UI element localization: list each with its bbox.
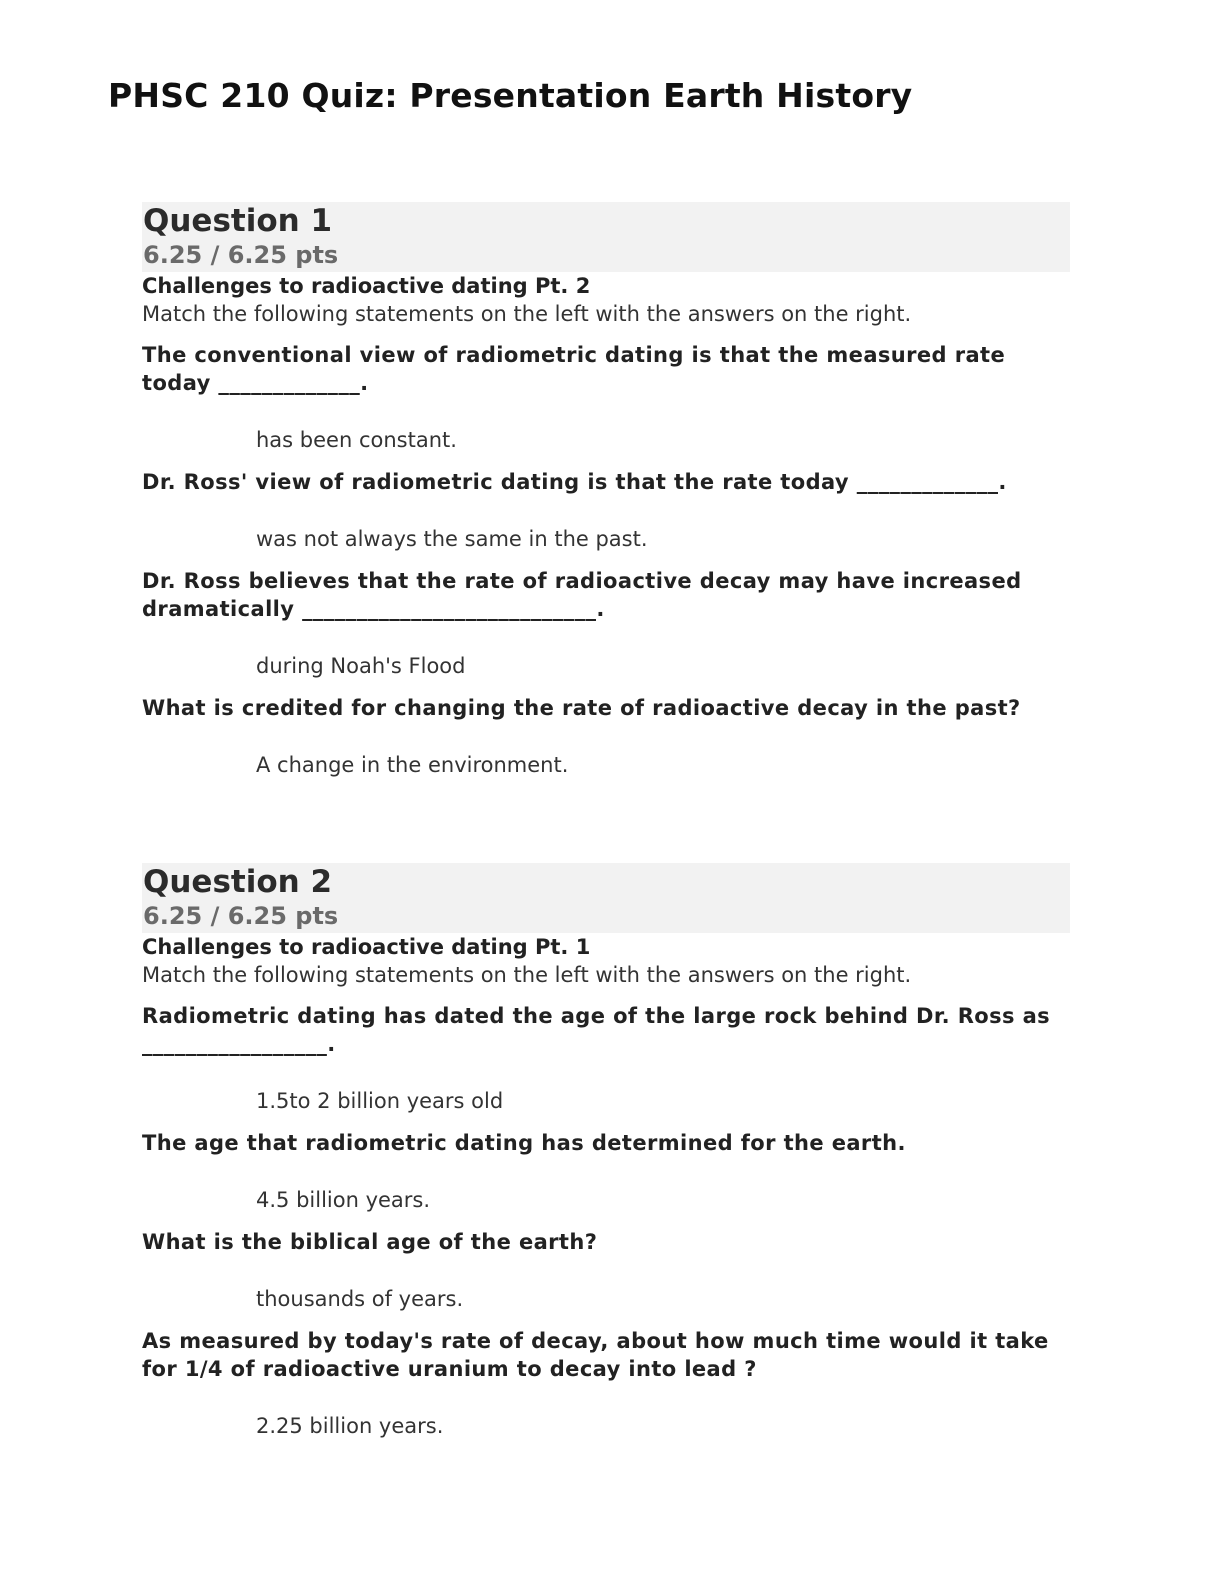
match-answer: 1.5to 2 billion years old [256,1089,504,1113]
match-prompt: The conventional view of radiometric dating is that the measured rate today _____________. [142,343,1006,395]
match-answer: was not always the same in the past. [256,527,648,551]
question-number: Question 2 [143,864,333,900]
match-answer: has been constant. [256,428,457,452]
match-pair [142,468,1070,553]
match-pair [142,1002,1070,1115]
match-answer: during Noah's Flood [256,654,466,678]
question-2 [142,863,1070,1454]
match-prompt: As measured by today's rate of decay, about how much time would it take for 1/4 of radioactive uranium to decay into lead ? [142,1329,1049,1381]
match-prompt: Dr. Ross believes that the rate of radioactive decay may have increased dramatically ___________________________. [142,569,1022,621]
match-prompt: What is credited for changing the rate of radioactive decay in the past? [142,696,1021,720]
match-pair [142,1327,1070,1440]
question-header [142,202,1070,272]
match-answer: 2.25 billion years. [256,1414,444,1438]
question-topic: Challenges to radioactive dating Pt. 2 [142,274,591,298]
question-instruction: Match the following statements on the left with the answers on the right. [142,302,912,326]
question-1 [142,202,1070,793]
match-pair [142,567,1070,680]
question-topic: Challenges to radioactive dating Pt. 1 [142,935,591,959]
match-prompt: What is the biblical age of the earth? [142,1230,598,1254]
match-pair [142,341,1070,454]
match-prompt: The age that radiometric dating has determined for the earth. [142,1131,906,1155]
match-prompt: Radiometric dating has dated the age of the large rock behind Dr. Ross as _________________. [142,1004,1051,1056]
question-instruction: Match the following statements on the left with the answers on the right. [142,963,912,987]
match-answer: 4.5 billion years. [256,1188,431,1212]
question-points: 6.25 / 6.25 pts [143,902,339,930]
match-answer: A change in the environment. [256,753,569,777]
question-number: Question 1 [143,203,333,239]
question-header [142,863,1070,933]
match-pair [142,1228,1070,1313]
match-pair [142,1129,1070,1214]
question-points: 6.25 / 6.25 pts [143,241,339,269]
match-prompt: Dr. Ross' view of radiometric dating is that the rate today _____________. [142,470,1007,494]
match-answer: thousands of years. [256,1287,464,1311]
page-title: PHSC 210 Quiz: Presentation Earth History [108,76,913,115]
match-pair [142,694,1070,779]
